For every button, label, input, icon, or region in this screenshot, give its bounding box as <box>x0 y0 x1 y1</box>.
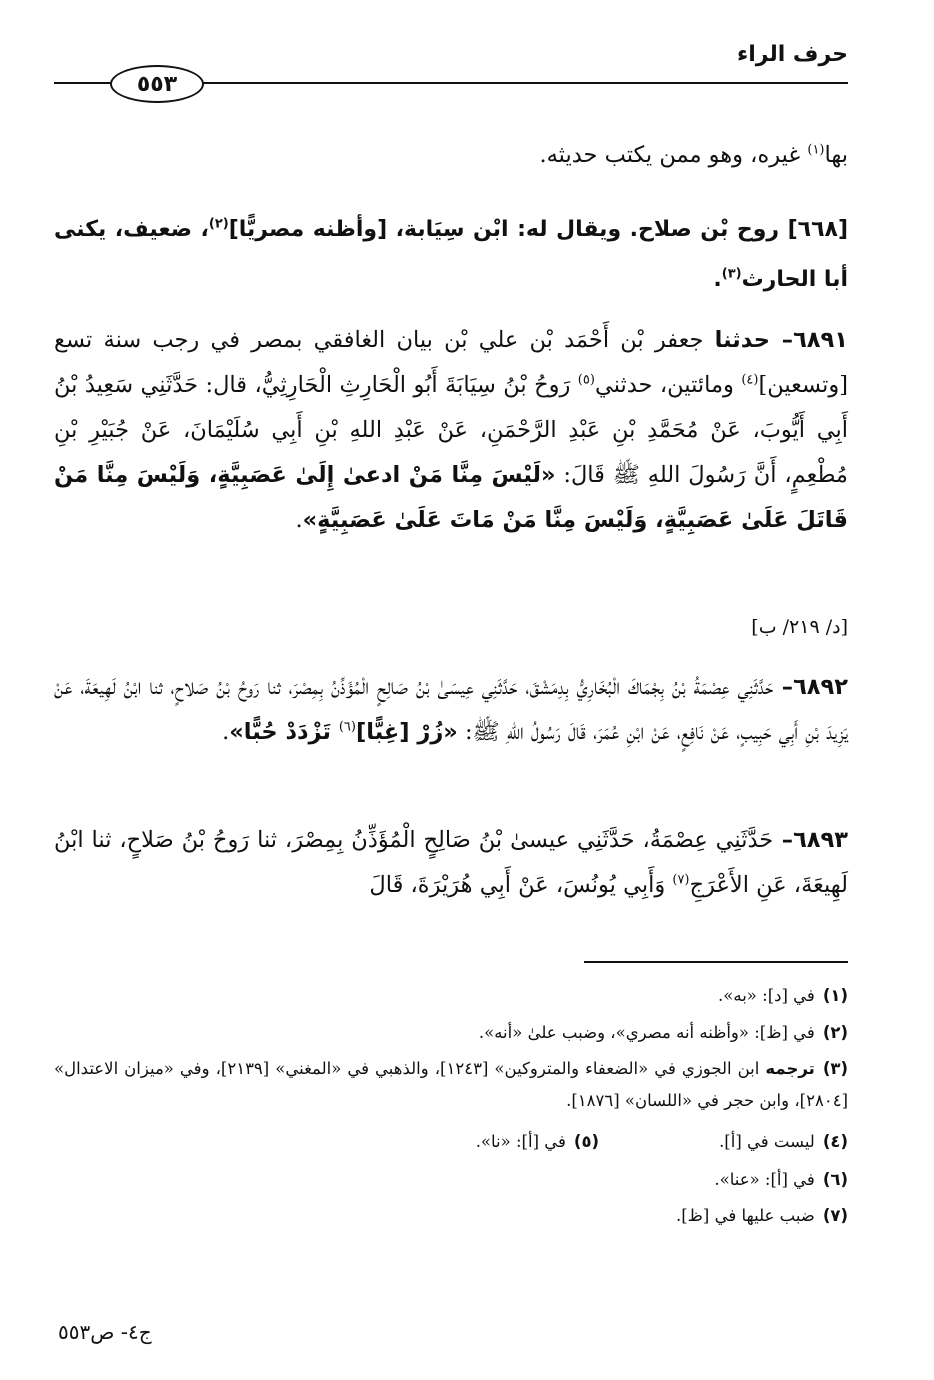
text: [٦٦٨] روح بْن صلاح. ويقال له: ابْن سِيَابة، [وأظنه مصريًّا] <box>228 217 848 242</box>
footnote-text: في [ظ]: «وأظنه أنه مصري»، وضبب علىٰ «أنه». <box>478 1023 815 1042</box>
footnote-number: (٦) <box>822 1170 848 1189</box>
footnote-4-5 <box>54 1126 848 1158</box>
hadith-number: ٦٨٩١– <box>769 327 848 353</box>
text: . <box>295 507 303 533</box>
hadith-6892 <box>54 665 848 755</box>
footnote-number: (١) <box>822 986 848 1005</box>
footer-signature: ج٤- ص٥٥٣ <box>58 1320 152 1344</box>
footnote-number: (٥) <box>573 1132 600 1151</box>
footnote-text: في [أ]: «نا». <box>475 1132 566 1151</box>
text: ، ضعيف، يكنى أبا الحارث <box>54 217 848 292</box>
footnote-number: (٣) <box>822 1059 848 1078</box>
footnote-number: (٧) <box>822 1206 848 1225</box>
hadith-6893 <box>54 818 848 908</box>
footnote-ref-3[interactable]: (٣) <box>721 266 742 282</box>
text: ومائتين، حدثني <box>594 372 742 398</box>
text: حَدَّثَنِي عِصْمَةُ بْنُ بِجْمَاكَ الْبُخَارِيُّ بِدِمَشْقَ، حَدَّثَنِي عِيسَىٰ بْنُ صَالِحٍ الْمُؤَذِّنُ بِمِصْرَ، ثنا رَوحُ بْنُ صَلاحٍ، ثنا ابْنُ لَهِيعَةَ، عَنْ يَزِيدَ بْنِ أَبِي حَبِيبٍ، عَنْ نَافِعٍ، عَنْ ابْنِ عُمَرَ، قَالَ رَسُولُ اللهِ ﷺ: <box>54 674 848 745</box>
footnote-3 <box>54 1053 848 1117</box>
footnote-text: في [أ]: «عنا». <box>714 1170 815 1189</box>
hadith-quote: «زُرْ [غِبًّا] <box>355 719 458 745</box>
footnote-number: (٤) <box>822 1132 848 1151</box>
footnote-ref-6[interactable]: (٦) <box>338 719 356 735</box>
footnote-rule <box>584 961 848 963</box>
text: . <box>222 719 230 745</box>
hadith-quote: «لَيْسَ مِنَّا مَنْ ادعىٰ إِلَىٰ عَصَبِيَّةٍ، وَلَيْسَ مِنَّا مَنْ قَاتَلَ عَلَىٰ عَصَبِيَّةٍ، وَلَيْسَ مِنَّا مَنْ مَاتَ عَلَىٰ عَصَبِيَّةٍ» <box>54 462 848 533</box>
footnote-6 <box>54 1164 848 1196</box>
text: غيره، وهو ممن يكتب حديثه. <box>539 142 808 168</box>
footnote-7 <box>54 1200 848 1232</box>
hadith-number: ٦٨٩٣– <box>773 827 848 853</box>
text: حَدَّثَنِي عِصْمَةُ، حَدَّثَنِي عيسىٰ بْنُ صَالِحٍ الْمُؤَذِّنُ بِمِصْرَ، ثنا رَوحُ بْنُ صَلاحٍ، ثنا ابْنُ لَهِيعَةَ، عَنِ الأَعْرَجِ <box>54 827 848 898</box>
hadith-quote: تَزْدَدْ حُبًّا» <box>229 719 339 745</box>
footnote-ref-5[interactable]: (٥) <box>577 372 595 388</box>
hadith-6891 <box>54 318 848 543</box>
text: بها <box>824 142 848 168</box>
footnote-1 <box>54 980 848 1012</box>
text: . <box>713 267 722 292</box>
footnote-ref-2[interactable]: (٢) <box>208 216 229 232</box>
footnote-ref-4[interactable]: (٤) <box>741 372 759 388</box>
footnote-text: ابن الجوزي في «الضعفاء والمتروكين» [١٢٤٣]، والذهبي في «المغني» [٢١٣٩]، وفي «ميزان الاعتدال» [٢٨٠٤]، وابن حجر في «اللسان» [١٨٧٦]. <box>54 1059 848 1110</box>
footnote-text: ضبب عليها في [ظ]. <box>675 1206 815 1225</box>
text: جعفر بْن أَحْمَد بْن علي بْن بيان الغافقي بمصر في رجب سنة تسع [وتسعين] <box>54 327 848 398</box>
footnote-lead: ترجمه <box>765 1059 815 1078</box>
footnote-ref-1[interactable]: (١) <box>807 142 825 158</box>
text: وَأَبِي يُونُسَ، عَنْ أَبِي هُرَيْرَةَ، قَالَ <box>369 872 673 898</box>
footnote-number: (٢) <box>822 1023 848 1042</box>
text: رَوحُ بْنُ سِيَابَةَ أَبُو الْحَارِثِ الْحَارِثِيُّ، قال: حَدَّثَنِي سَعِيدُ بْنُ أَبِي أَيُّوبَ، عَنْ مُحَمَّدِ بْنِ عَبْدِ الرَّحْمَنِ، عَنْ عَبْدِ اللهِ بْنِ أَبِي سُلَيْمَانَ، عَنْ جُبَيْرِ بْنِ مُطْعِمٍ، أَنَّ رَسُولَ اللهِ ﷺ قَالَ: <box>54 372 848 488</box>
footnote-ref-7[interactable]: (٧) <box>672 872 690 888</box>
hadith-number: ٦٨٩٢– <box>773 674 848 700</box>
hadith-lead: حدثنا <box>714 327 770 353</box>
footnote-2 <box>54 1017 848 1049</box>
continuation-paragraph <box>54 132 848 178</box>
manuscript-ref: [د/ ٢١٩/ ب] <box>751 616 848 638</box>
biography-entry <box>54 205 848 305</box>
running-head: حرف الراء <box>736 42 848 67</box>
footnote-text: في [د]: «به». <box>718 986 815 1005</box>
page-number: ٥٥٣ <box>110 65 204 103</box>
footnote-text: ليست في [أ]. <box>719 1132 815 1151</box>
